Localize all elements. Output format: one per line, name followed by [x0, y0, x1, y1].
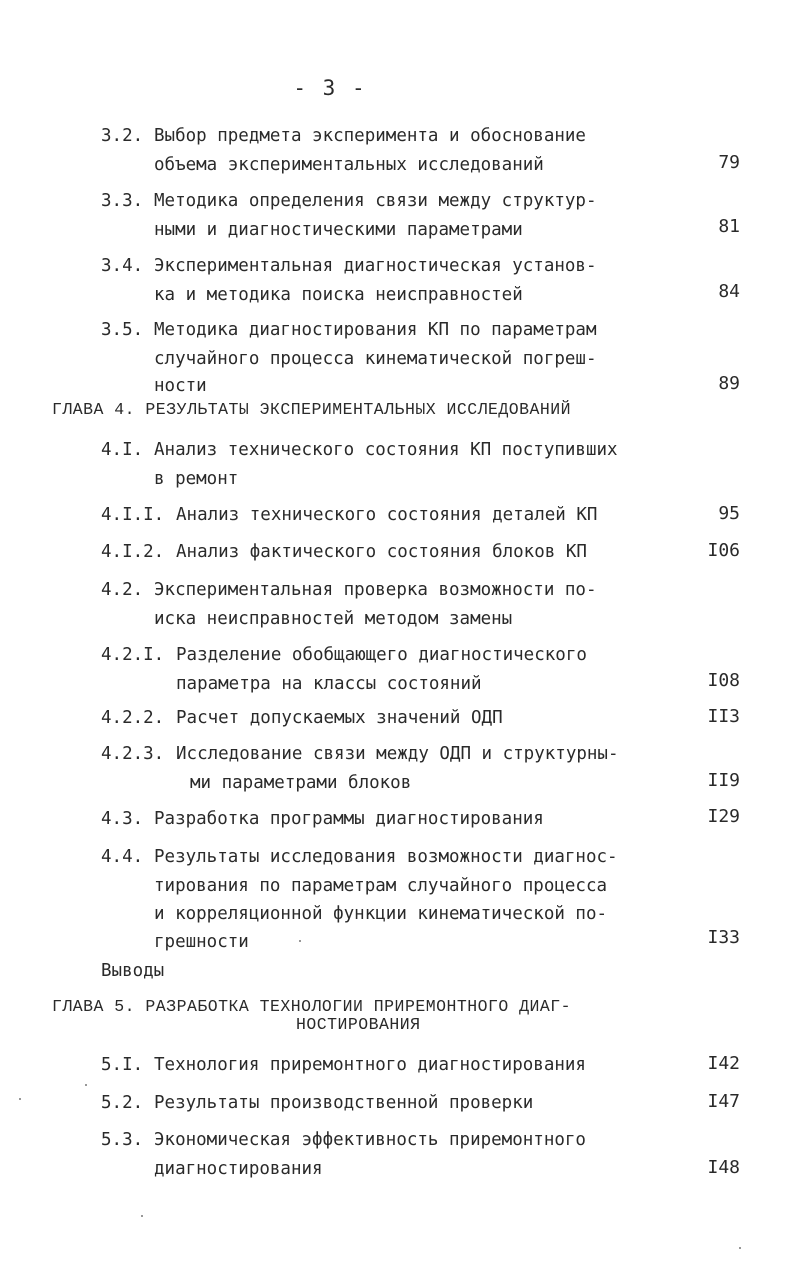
- page-ref: I42: [707, 1053, 740, 1074]
- scan-speck: [141, 1215, 143, 1217]
- page-ref: 81: [718, 216, 740, 237]
- section-title-line: Разделение обобщающего диагностического: [176, 645, 587, 665]
- page-ref: II3: [707, 706, 740, 727]
- chapter-heading: ГЛАВА 4. РЕЗУЛЬТАТЫ ЭКСПЕРИМЕНТАЛЬНЫХ ИССЛЕДОВАНИЙ: [52, 401, 572, 420]
- section-title-line: Выбор предмета эксперимента и обоснование: [154, 126, 586, 146]
- section-number: 4.2.2.: [101, 708, 165, 728]
- section-title-line: Анализ технического состояния деталей КП: [176, 505, 598, 525]
- section-title-line: Результаты производственной проверки: [154, 1093, 534, 1113]
- conclusions-heading: Выводы: [101, 961, 165, 981]
- page-number: - 3 -: [293, 76, 367, 100]
- section-number: 4.4.: [101, 847, 144, 867]
- page-ref: I47: [707, 1091, 740, 1112]
- section-number: 3.4.: [101, 256, 144, 276]
- scan-speck: [299, 940, 301, 942]
- page-ref: 84: [718, 281, 740, 302]
- section-number: 5.3.: [101, 1130, 144, 1150]
- section-title-line: Расчет допускаемых значений ОДП: [176, 708, 503, 728]
- section-title-line: объема экспериментальных исследований: [154, 155, 544, 175]
- section-title-line: случайного процесса кинематической погреш-: [154, 349, 597, 369]
- section-title-line: параметра на классы состояний: [176, 674, 482, 694]
- section-title-line: Методика диагностирования КП по параметрам: [154, 320, 597, 340]
- section-number: 4.I.: [101, 440, 144, 460]
- section-title-line: Разработка программы диагностирования: [154, 809, 544, 829]
- section-number: 3.3.: [101, 191, 144, 211]
- page-ref: I33: [707, 927, 740, 948]
- section-number: 5.2.: [101, 1093, 144, 1113]
- section-title-line: ка и методика поиска неисправностей: [154, 285, 523, 305]
- section-number: 4.I.I.: [101, 505, 165, 525]
- section-title-line: ности: [154, 376, 207, 396]
- section-title-line: Экспериментальная диагностическая установ-: [154, 256, 597, 276]
- section-title-line: Анализ фактического состояния блоков КП: [176, 542, 587, 562]
- page-ref: I06: [707, 540, 740, 561]
- page-ref: II9: [707, 770, 740, 791]
- section-title-line: ми параметрами блоков: [190, 773, 412, 793]
- scan-speck: [85, 1084, 87, 1086]
- section-number: 3.2.: [101, 126, 144, 146]
- page-ref: I08: [707, 670, 740, 691]
- section-title-line: и корреляционной функции кинематической по-: [154, 904, 608, 924]
- section-title-line: диагностирования: [154, 1159, 323, 1179]
- section-title-line: в ремонт: [154, 469, 239, 489]
- section-title-line: Экономическая эффективность приремонтного: [154, 1130, 586, 1150]
- section-number: 5.I.: [101, 1055, 144, 1075]
- chapter-heading: ГЛАВА 5. РАЗРАБОТКА ТЕХНОЛОГИИ ПРИРЕМОНТНОГО ДИАГ-: [52, 998, 572, 1017]
- section-number: 4.3.: [101, 809, 144, 829]
- section-number: 4.2.3.: [101, 744, 165, 764]
- section-number: 3.5.: [101, 320, 144, 340]
- page-ref: I48: [707, 1157, 740, 1178]
- section-title-line: иска неисправностей методом замены: [154, 609, 513, 629]
- section-title-line: Экспериментальная проверка возможности по-: [154, 580, 597, 600]
- section-number: 4.2.: [101, 580, 144, 600]
- section-title-line: тирования по параметрам случайного процесса: [154, 876, 608, 896]
- section-title-line: грешности: [154, 932, 249, 952]
- section-number: 4.I.2.: [101, 542, 165, 562]
- page-ref: 89: [718, 373, 740, 394]
- section-title-line: Методика определения связи между структур-: [154, 191, 597, 211]
- page-ref: I29: [707, 806, 740, 827]
- section-title-line: Результаты исследования возможности диагнос-: [154, 847, 618, 867]
- page-ref: 95: [718, 503, 740, 524]
- section-number: 4.2.I.: [101, 645, 165, 665]
- section-title-line: Исследование связи между ОДП и структурны-: [176, 744, 619, 764]
- section-title-line: ными и диагностическими параметрами: [154, 220, 523, 240]
- section-title-line: Технология приремонтного диагностирования: [154, 1055, 586, 1075]
- scan-speck: [19, 1098, 21, 1100]
- scan-speck: [739, 1247, 741, 1249]
- chapter-heading-continued: НОСТИРОВАНИЯ: [296, 1016, 421, 1035]
- page-ref: 79: [718, 152, 740, 173]
- section-title-line: Анализ технического состояния КП поступивших: [154, 440, 618, 460]
